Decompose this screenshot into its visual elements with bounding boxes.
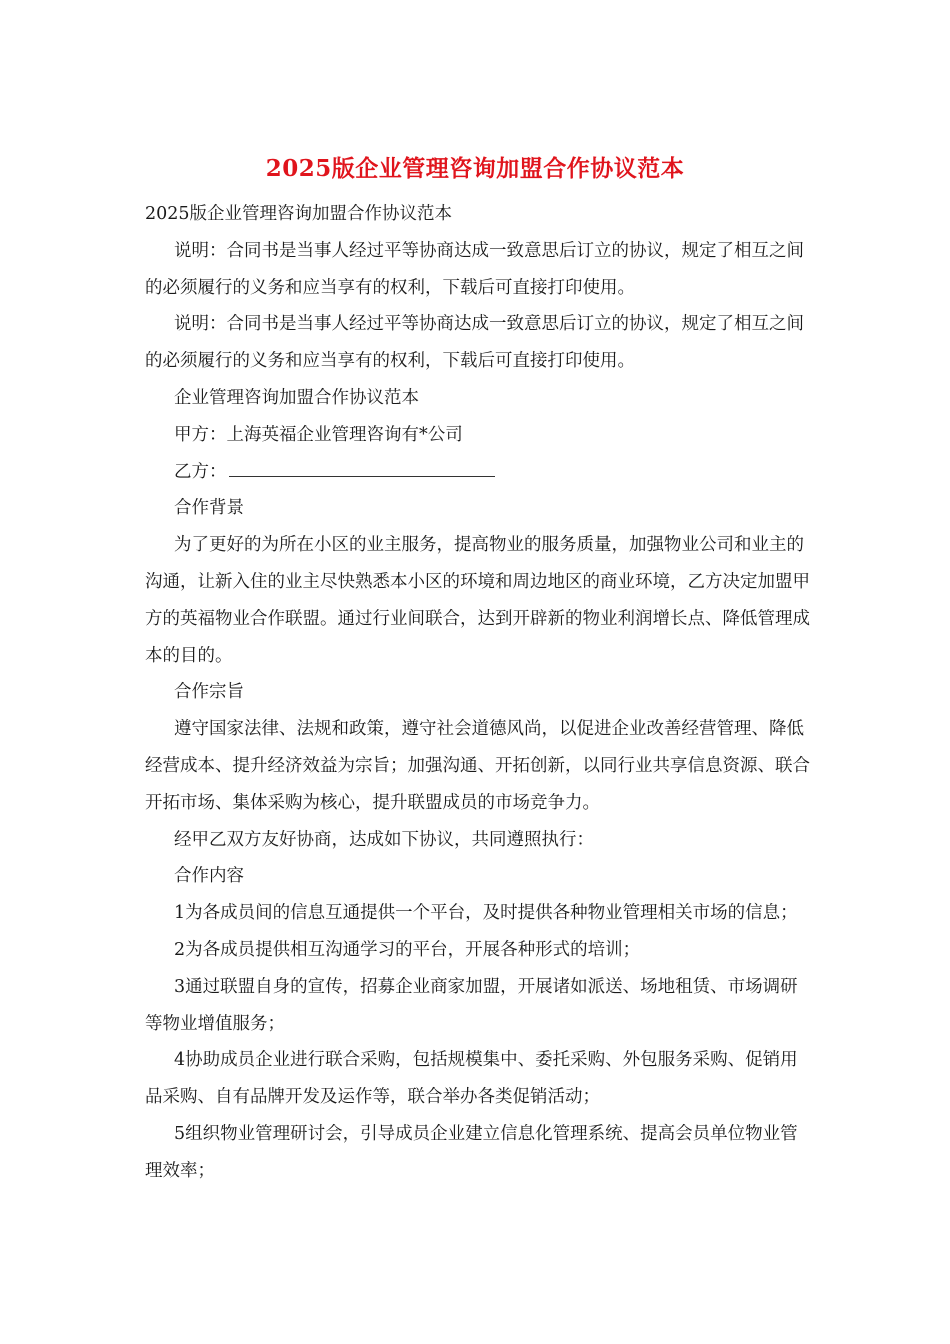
party-b-blank xyxy=(229,454,495,477)
agreement-paragraph: 经甲乙双方友好协商，达成如下协议，共同遵照执行： xyxy=(174,829,594,850)
background-heading: 合作背景 xyxy=(174,498,244,519)
content-item: 4协助成员企业进行联合采购，包括规模集中、委托采购、外包服务采购、促销用品采购、自有品牌开发及运作等，联合举办各类促销活动； xyxy=(145,1050,798,1108)
document-title: 2025版企业管理咨询加盟合作协议范本 xyxy=(265,155,685,182)
content-item: 3通过联盟自身的宣传，招募企业商家加盟，开展诸如派送、场地租赁、市场调研等物业增值服务； xyxy=(145,976,798,1034)
purpose-paragraph: 遵守国家法律、法规和政策，遵守社会道德风尚，以促进企业改善经营管理、降低经营成本、提升经济效益为宗旨；加强沟通、开拓创新，以同行业共享信息资源、联合开拓市场、集体采购为核心，提升联盟成员的市场竞争力。 xyxy=(145,719,810,813)
note-paragraph-1: 说明：合同书是当事人经过平等协商达成一致意思后订立的协议，规定了相互之间的必须履行的义务和应当享有的权利，下载后可直接打印使用。 xyxy=(145,240,804,298)
agreement-heading: 企业管理咨询加盟合作协议范本 xyxy=(174,387,419,408)
background-paragraph: 为了更好的为所在小区的业主服务，提高物业的服务质量，加强物业公司和业主的沟通，让新入住的业主尽快熟悉本小区的环境和周边地区的商业环境，乙方决定加盟甲方的英福物业合作联盟。通过行业间联合，达到开辟新的物业利润增长点、降低管理成本的目的。 xyxy=(145,535,810,666)
document-body xyxy=(145,196,815,1190)
document-subtitle: 2025版企业管理咨询加盟合作协议范本 xyxy=(145,204,453,224)
party-b-line xyxy=(145,454,815,491)
content-item: 1为各成员间的信息互通提供一个平台，及时提供各种物业管理相关市场的信息； xyxy=(174,903,798,924)
content-item: 2为各成员提供相互沟通学习的平台，开展各种形式的培训； xyxy=(174,939,641,960)
party-b-label: 乙方： xyxy=(174,461,227,482)
party-a: 甲方：上海英福企业管理咨询有*公司 xyxy=(174,424,463,445)
content-heading: 合作内容 xyxy=(174,866,244,887)
content-item: 5组织物业管理研讨会，引导成员企业建立信息化管理系统、提高会员单位物业管理效率； xyxy=(145,1123,798,1181)
note-paragraph-2: 说明：合同书是当事人经过平等协商达成一致意思后订立的协议，规定了相互之间的必须履行的义务和应当享有的权利，下载后可直接打印使用。 xyxy=(145,314,804,372)
purpose-heading: 合作宗旨 xyxy=(174,682,244,703)
